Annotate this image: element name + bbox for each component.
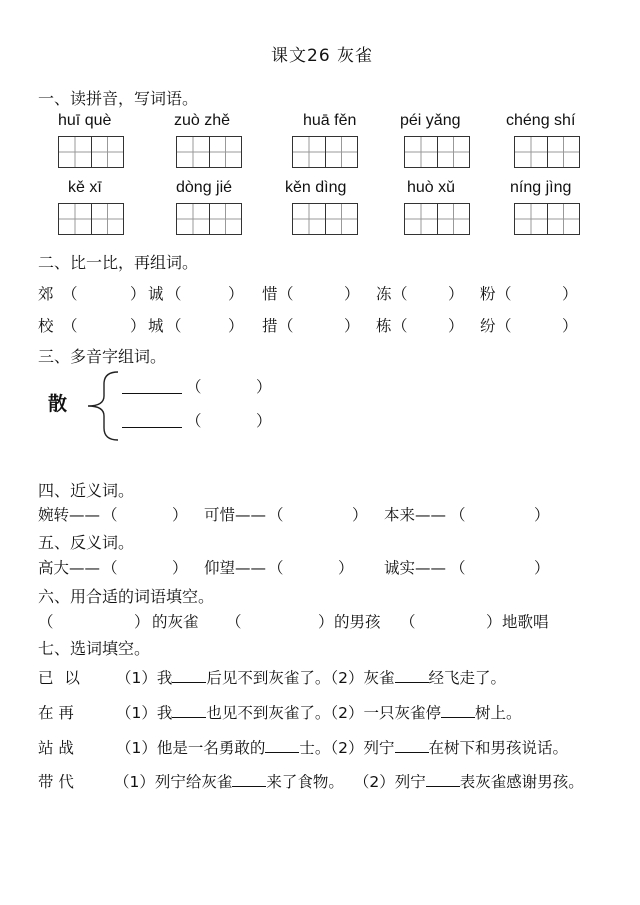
blank-line[interactable]	[395, 667, 429, 684]
writing-box-1[interactable]	[58, 136, 124, 168]
sentence-part: （2）一只灰雀停	[330, 704, 442, 722]
paren-close: ）	[228, 317, 244, 335]
section-2-heading: 二、比一比，再组词。	[38, 253, 199, 272]
paren-close: ）	[172, 506, 188, 524]
paren-close: ）	[562, 317, 578, 335]
paren-close: ）	[344, 317, 360, 335]
paren-close: ）	[134, 613, 150, 631]
polyphone-char: 散	[48, 393, 68, 415]
pinyin-7: dòng jié	[176, 179, 233, 196]
synonym-1: 婉转——	[38, 506, 101, 524]
paren-open: （	[496, 317, 512, 335]
paren-close: ）	[448, 317, 464, 335]
pinyin-9: huò xǔ	[407, 179, 456, 196]
sentence-part: 树上。	[475, 704, 522, 722]
choice-pair: 已 以	[38, 669, 80, 687]
paren-close: ）	[130, 285, 146, 303]
paren-open: （	[392, 285, 408, 303]
paren-close: ）	[256, 412, 272, 430]
sentence-part: 经飞走了。	[428, 669, 507, 687]
section-7-heading: 七、选词填空。	[38, 639, 151, 658]
compare-char-3: 惜	[262, 285, 278, 303]
paren-open: （	[38, 613, 54, 631]
blank-line[interactable]	[395, 737, 429, 754]
sentence-part: 表灰雀感谢男孩。	[459, 773, 584, 791]
paren-close: ）	[534, 559, 550, 577]
fill-phrase-1: 的灰雀	[152, 613, 199, 631]
compare-char-8: 措	[262, 317, 278, 335]
antonym-3: 诚实——	[384, 559, 447, 577]
blank-line[interactable]	[441, 702, 475, 719]
paren-open: （	[400, 613, 416, 631]
paren-close: ）	[338, 559, 354, 577]
compare-char-7: 城	[148, 317, 164, 335]
pinyin-5: chéng shí	[506, 112, 576, 129]
sentence-part: （1）他是一名勇敢的	[116, 739, 266, 757]
sentence-part: 士。	[299, 739, 331, 757]
paren-open: （	[496, 285, 512, 303]
paren-close: ）	[130, 317, 146, 335]
antonym-2: 仰望——	[204, 559, 267, 577]
choice-row-2	[38, 701, 522, 723]
pinyin-1: huī què	[58, 112, 112, 129]
paren-close: ）	[344, 285, 360, 303]
writing-box-7[interactable]	[176, 203, 242, 235]
paren-open: （	[186, 412, 202, 430]
fill-phrase-3: 地歌唱	[502, 613, 549, 631]
sentence-part: （2）列宁	[353, 773, 426, 791]
choice-row-3	[38, 736, 568, 758]
paren-open: （	[450, 506, 466, 524]
paren-close: ）	[352, 506, 368, 524]
blank-line[interactable]	[265, 737, 299, 754]
paren-close: ）	[486, 613, 502, 631]
blank-line[interactable]	[232, 771, 266, 788]
paren-open: （	[62, 317, 78, 335]
pinyin-10: níng jìng	[510, 179, 572, 196]
compare-char-5: 粉	[480, 285, 496, 303]
section-5-heading: 五、反义词。	[38, 533, 135, 552]
brace-icon	[82, 370, 122, 442]
pinyin-4: péi yǎng	[400, 112, 461, 129]
paren-open: （	[186, 378, 202, 396]
blank-line[interactable]	[426, 771, 460, 788]
paren-open: （	[166, 285, 182, 303]
paren-open: （	[62, 285, 78, 303]
paren-open: （	[392, 317, 408, 335]
answer-line[interactable]	[122, 379, 182, 394]
sentence-part: 来了食物。	[266, 773, 344, 791]
antonym-1: 高大——	[38, 559, 101, 577]
choice-row-1	[38, 666, 506, 688]
writing-box-3[interactable]	[292, 136, 358, 168]
paren-close: ）	[228, 285, 244, 303]
paren-close: ）	[318, 613, 334, 631]
compare-char-2: 诚	[148, 285, 164, 303]
compare-char-1: 郊	[38, 285, 54, 303]
compare-char-9: 栋	[376, 317, 392, 335]
writing-box-5[interactable]	[514, 136, 580, 168]
writing-box-8[interactable]	[292, 203, 358, 235]
paren-open: （	[450, 559, 466, 577]
compare-char-10: 纷	[480, 317, 496, 335]
choice-pair: 站 战	[38, 739, 74, 757]
paren-open: （	[278, 285, 294, 303]
paren-close: ）	[448, 285, 464, 303]
sentence-part: （1）我	[116, 704, 173, 722]
section-4-heading: 四、近义词。	[38, 481, 135, 500]
paren-open: （	[226, 613, 242, 631]
blank-line[interactable]	[172, 702, 206, 719]
writing-box-10[interactable]	[514, 203, 580, 235]
paren-close: ）	[172, 559, 188, 577]
sentence-part: （1）我	[116, 669, 173, 687]
compare-char-6: 校	[38, 317, 54, 335]
compare-char-4: 冻	[376, 285, 392, 303]
paren-close: ）	[256, 378, 272, 396]
choice-pair: 带 代	[38, 773, 74, 791]
writing-box-4[interactable]	[404, 136, 470, 168]
paren-open: （	[278, 317, 294, 335]
answer-line[interactable]	[122, 413, 182, 428]
choice-pair: 在 再	[38, 704, 74, 722]
paren-open: （	[268, 506, 284, 524]
paren-open: （	[102, 559, 118, 577]
fill-phrase-2: 的男孩	[334, 613, 381, 631]
page-title: 课文26 灰雀	[271, 46, 374, 66]
synonym-2: 可惜——	[204, 506, 267, 524]
pinyin-6: kě xī	[68, 179, 102, 196]
paren-open: （	[102, 506, 118, 524]
pinyin-2: zuò zhě	[174, 112, 231, 129]
sentence-part: 在树下和男孩说话。	[428, 739, 569, 757]
paren-close: ）	[562, 285, 578, 303]
paren-open: （	[166, 317, 182, 335]
paren-open: （	[268, 559, 284, 577]
sentence-part: 也见不到灰雀了。	[206, 704, 331, 722]
synonym-3: 本来——	[384, 506, 447, 524]
choice-row-4	[38, 770, 584, 792]
sentence-part: （1）列宁给灰雀	[114, 773, 233, 791]
writing-box-2[interactable]	[176, 136, 242, 168]
section-1-heading: 一、读拼音，写词语。	[38, 89, 199, 108]
sentence-part: 后见不到灰雀了。	[206, 669, 331, 687]
sentence-part: （2）灰雀	[330, 669, 395, 687]
blank-line[interactable]	[172, 667, 206, 684]
writing-box-6[interactable]	[58, 203, 124, 235]
pinyin-3: huā fěn	[303, 112, 357, 129]
paren-close: ）	[534, 506, 550, 524]
pinyin-8: kěn dìng	[285, 179, 347, 196]
sentence-part: （2）列宁	[330, 739, 395, 757]
writing-box-9[interactable]	[404, 203, 470, 235]
section-6-heading: 六、用合适的词语填空。	[38, 587, 215, 606]
section-3-heading: 三、多音字组词。	[38, 347, 167, 366]
